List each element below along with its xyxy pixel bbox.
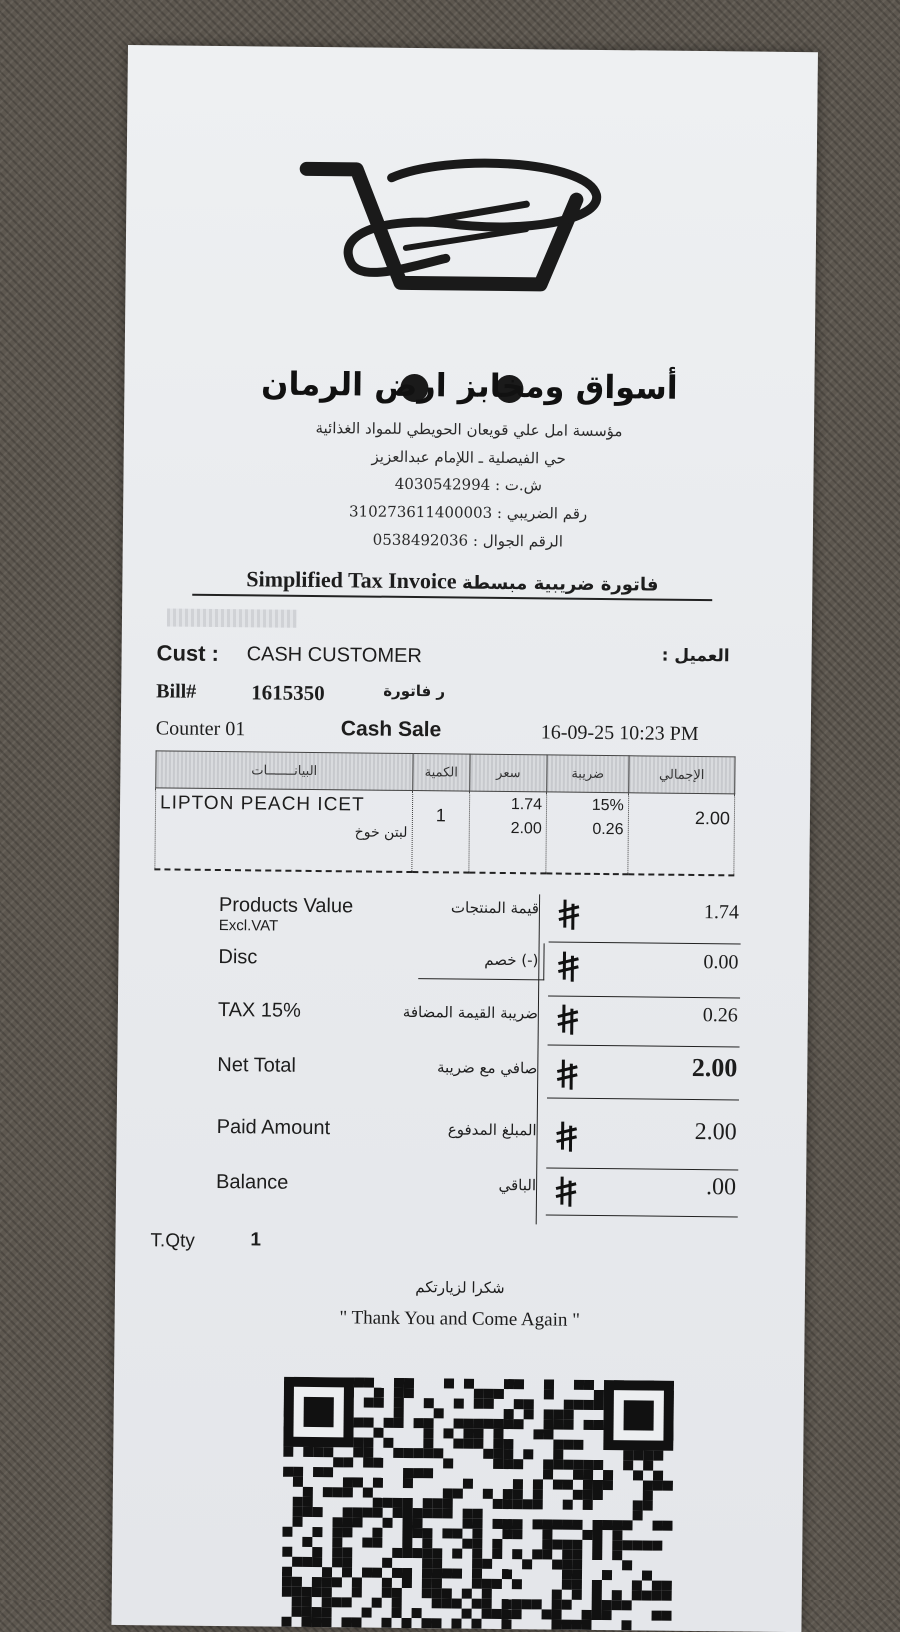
total-qty-label: T.Qty [150, 1230, 195, 1252]
item-name-en: LIPTON PEACH ICET [159, 792, 365, 816]
header-price: سعر [470, 754, 547, 792]
store-name: أسواق ومخابز ارض الرمان [260, 364, 678, 407]
thanks-en: " Thank You and Come Again " [339, 1307, 581, 1331]
summary-row-products-value [218, 894, 740, 935]
net-total-value: 2.00 [691, 1052, 738, 1083]
header-tax: ضريبة [547, 755, 629, 793]
summary-label-ar: (-) خصم [484, 950, 539, 970]
item-name-ar: لبتن خوخ [354, 824, 408, 841]
summary-label-en: Balance [215, 1170, 289, 1194]
company-name: مؤسسة امل علي قويعان الحويطي للمواد الغذائية [315, 418, 623, 441]
riyal-symbol-icon [546, 1119, 586, 1158]
header-total: الإجمالي [628, 756, 735, 794]
summary-label-ar: الباقي [498, 1175, 537, 1195]
items-header-row [156, 751, 735, 794]
header-description: البيانـــــــات [156, 751, 413, 791]
riyal-symbol-icon [549, 897, 589, 936]
balance-value: .00 [705, 1174, 737, 1201]
invoice-title-en: Simplified Tax Invoice [246, 566, 457, 594]
item-price-cell [469, 791, 547, 873]
summary-label-en: Disc [218, 945, 258, 969]
summary-value: 0.26 [702, 1004, 738, 1027]
riyal-symbol-icon [547, 1057, 587, 1096]
summary-row-tax [217, 998, 738, 1027]
cr-number: ش.ت : 4030542994 [394, 474, 543, 495]
invoice-title-ar: فاتورة ضريبية مبسطة [461, 572, 659, 596]
total-qty-value: 1 [250, 1229, 262, 1251]
summary-row-paid-amount [216, 1115, 737, 1146]
summary-label-ar: قيمة المنتجات [450, 898, 540, 918]
summary-label-ar: المبلغ المدفوع [447, 1120, 537, 1140]
item-tax-cell [546, 792, 629, 874]
summary-row-balance [215, 1170, 737, 1201]
summary-label-en: Paid Amount [216, 1115, 331, 1140]
bill-label-ar: ر فاتورة [383, 681, 446, 701]
qr-code-icon [281, 1377, 674, 1631]
redacted-barcode [167, 608, 297, 627]
sale-type: Cash Sale [340, 717, 442, 742]
receipt [111, 45, 818, 1632]
riyal-symbol-icon [546, 1174, 586, 1213]
item-tax-rate: 15% [591, 796, 624, 815]
summary-sublabel-en: Excl.VAT [218, 916, 279, 935]
item-total: 2.00 [628, 793, 735, 876]
mobile-number: الرقم الجوال : 0538492036 [372, 530, 564, 551]
vat-number: رقم الضريبي : 310273611400003 [348, 502, 588, 523]
summary-value: 0.00 [703, 951, 739, 974]
bill-number: 1615350 [251, 680, 325, 706]
counter: Counter 01 [155, 717, 246, 741]
customer-label-ar: العميل : [661, 645, 730, 667]
item-tax-amount: 0.26 [592, 820, 624, 839]
bill-label: Bill# [156, 680, 197, 703]
customer-label: Cust : [156, 640, 220, 666]
summary-label-en: Net Total [217, 1053, 297, 1077]
invoice-title [192, 566, 712, 601]
summary-row-net-total [217, 1052, 738, 1083]
summary-label-ar: ضريبة القيمة المضافة [402, 1002, 538, 1023]
header-qty: الكمية [412, 754, 470, 792]
thanks-ar: شكرا لزيارتكم [415, 1278, 505, 1298]
riyal-symbol-icon [548, 1002, 588, 1041]
item-description [155, 788, 413, 872]
item-qty: 1 [412, 791, 470, 873]
paid-amount-value: 2.00 [694, 1118, 737, 1146]
invoice-datetime: 16-09-25 10:23 PM [540, 721, 699, 746]
summary-label-ar: صافي مع ضريبة [436, 1058, 538, 1078]
riyal-symbol-icon [548, 949, 588, 988]
item-price: 1.74 [510, 796, 543, 814]
store-address: حي الفيصلية ـ اللإمام عبدالعزيز [371, 447, 566, 468]
summary-value: 1.74 [703, 901, 740, 924]
item-price-incl: 2.00 [510, 820, 542, 838]
customer-value: CASH CUSTOMER [246, 643, 422, 668]
summary-row-disc [218, 945, 739, 974]
summary-label-en: TAX 15% [217, 998, 302, 1022]
summary-label-en: Products Value Excl.VAT [218, 894, 354, 935]
items-table [154, 750, 735, 876]
table-row [155, 788, 735, 876]
